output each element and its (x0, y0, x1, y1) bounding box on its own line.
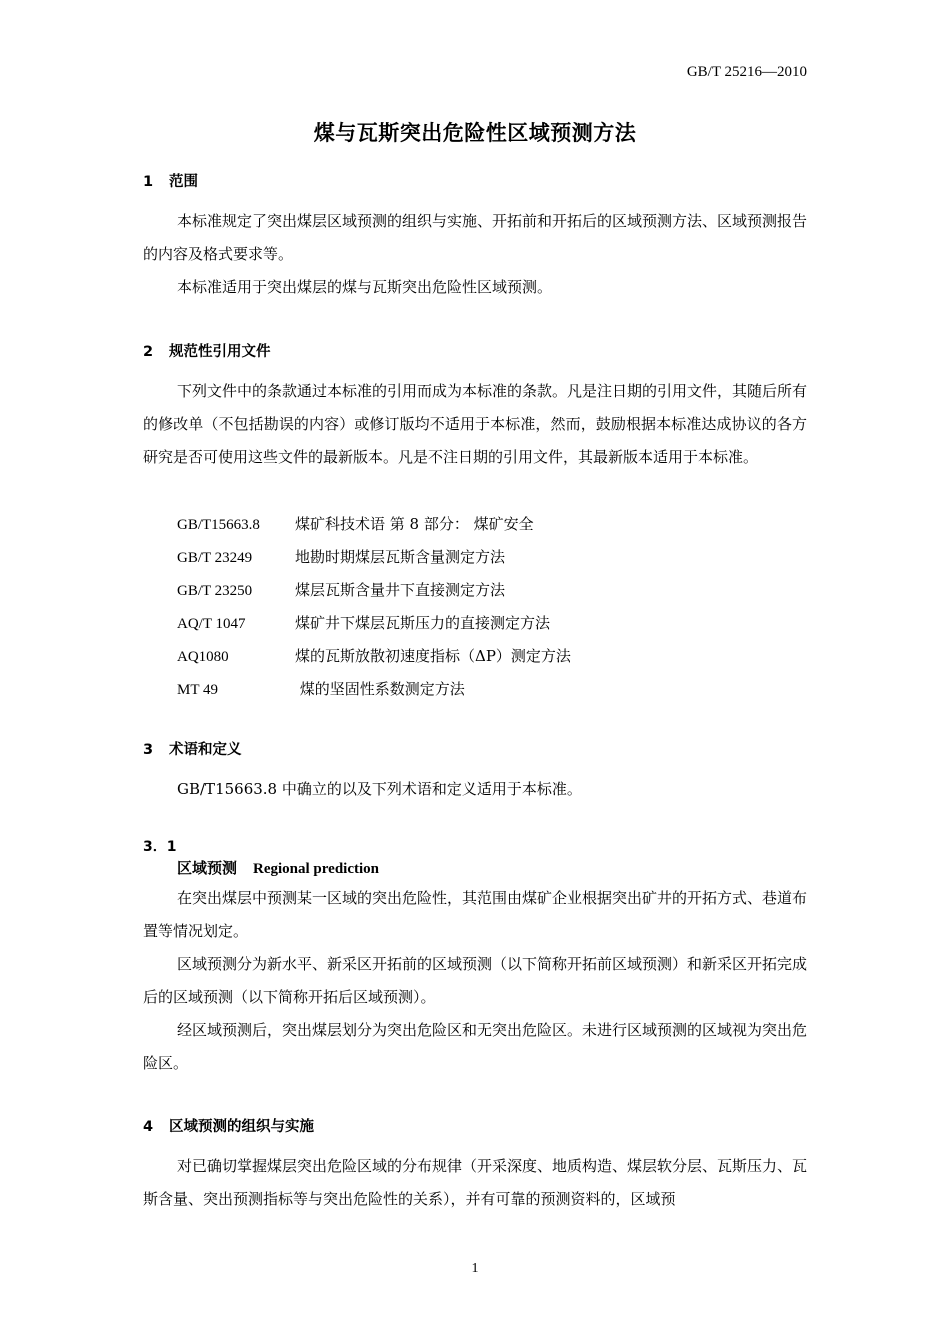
document-title: 煤与瓦斯突出危险性区域预测方法 (313, 121, 637, 145)
reference-item (177, 546, 505, 567)
reference-title: 煤的瓦斯放散初速度指标（ΔP）测定方法 (295, 647, 571, 665)
reference-code: GB/T 23249 (177, 550, 253, 566)
reference-title: 煤的坚固性系数测定方法 (295, 680, 465, 698)
paragraph: 对已确切掌握煤层突出危险区域的分布规律（开采深度、地质构造、煤层软分层、瓦斯压力、瓦斯含量、突出预测指标等与突出危险性的关系），并有可靠的预测资料的，区域预 (143, 1157, 808, 1208)
reference-code: AQ1080 (177, 649, 229, 665)
reference-title: 煤矿井下煤层瓦斯压力的直接测定方法 (295, 614, 551, 632)
section-1-heading (143, 170, 198, 191)
paragraph: GB/T15663.8 中确立的以及下列术语和定义适用于本标准。 (177, 780, 582, 798)
reference-code: MT 49 (177, 682, 218, 698)
reference-code: GB/T15663.8 (177, 517, 260, 533)
reference-item (177, 678, 465, 699)
reference-title: 煤矿科技术语 第 8 部分： 煤矿安全 (295, 515, 534, 533)
page-number: 1 (471, 1261, 479, 1276)
reference-item (177, 513, 534, 534)
section-number: 3 (143, 742, 154, 758)
reference-title: 地勘时期煤层瓦斯含量测定方法 (295, 548, 506, 566)
subsection-number: 3．1 (143, 839, 177, 855)
term-english: Regional prediction (253, 861, 379, 877)
reference-item (177, 579, 505, 600)
paragraph: 本标准适用于突出煤层的煤与瓦斯突出危险性区域预测。 (177, 278, 553, 296)
section-number: 1 (143, 174, 154, 190)
paragraph: 下列文件中的条款通过本标准的引用而成为本标准的条款。凡是注日期的引用文件，其随后所有的修改单（不包括勘误的内容）或修订版均不适用于本标准，然而，鼓励根据本标准达成协议的各方研究是否可使用这些文件的最新版本。凡是不注日期的引用文件，其最新版本适用于本标准。 (143, 382, 808, 466)
reference-item (177, 645, 571, 666)
section-title: 术语和定义 (169, 742, 242, 758)
term-heading (177, 857, 379, 878)
paragraph: 本标准规定了突出煤层区域预测的组织与实施、开拓前和开拓后的区域预测方法、区域预测报告的内容及格式要求等。 (143, 212, 808, 263)
term-chinese: 区域预测 (177, 859, 238, 877)
section-4-heading (143, 1115, 314, 1136)
section-title: 范围 (169, 174, 198, 190)
reference-item (177, 612, 550, 633)
reference-title: 煤层瓦斯含量井下直接测定方法 (295, 581, 506, 599)
paragraph: 经区域预测后，突出煤层划分为突出危险区和无突出危险区。未进行区域预测的区域视为突出危险区。 (143, 1021, 808, 1072)
standard-number: GB/T 25216—2010 (686, 64, 807, 80)
section-3-heading (143, 738, 242, 759)
section-number: 2 (143, 344, 154, 360)
reference-code: GB/T 23250 (177, 583, 253, 599)
section-2-heading (143, 340, 271, 361)
section-title: 区域预测的组织与实施 (169, 1119, 314, 1135)
reference-code: AQ/T 1047 (177, 616, 246, 632)
section-number: 4 (143, 1119, 154, 1135)
section-title: 规范性引用文件 (169, 344, 271, 360)
paragraph: 区域预测分为新水平、新采区开拓前的区域预测（以下简称开拓前区域预测）和新采区开拓完成后的区域预测（以下简称开拓后区域预测）。 (143, 955, 808, 1006)
paragraph: 在突出煤层中预测某一区域的突出危险性，其范围由煤矿企业根据突出矿井的开拓方式、巷道布置等情况划定。 (143, 889, 808, 940)
